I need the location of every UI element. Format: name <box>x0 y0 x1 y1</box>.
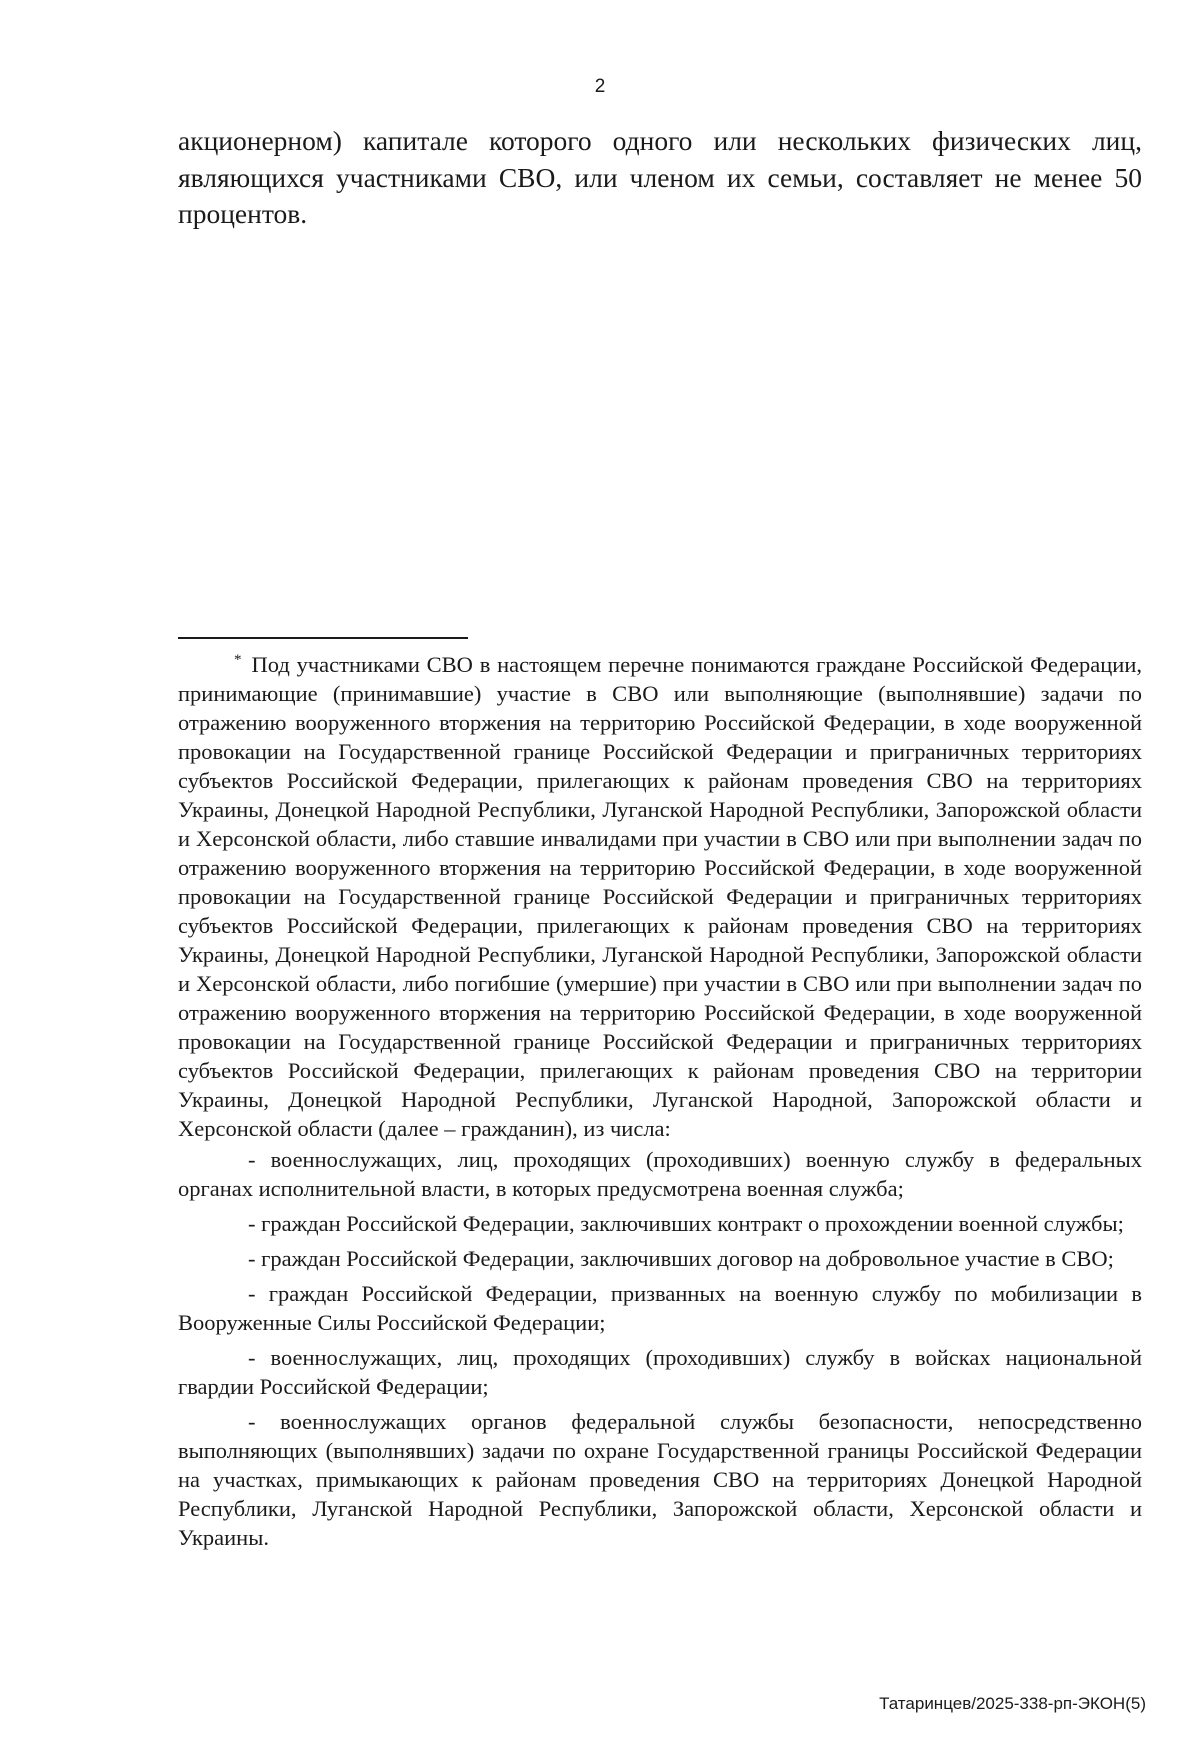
footnote-list-item: - граждан Российской Федерации, заключивших контракт о прохождении военной службы; <box>248 1211 1124 1236</box>
footnote-list-item: - граждан Российской Федерации, призванных на военную службу по мобилизации в Вооруженные Силы Российской Федерации; <box>178 1281 1142 1335</box>
footnote-list-item: - граждан Российской Федерации, заключивших договор на добровольное участие в СВО; <box>248 1246 1114 1271</box>
page-number: 2 <box>594 76 606 97</box>
footnote-list-item: - военнослужащих органов федеральной службы безопасности, непосредственно выполняющих (выполнявших) задачи по охране Государственной границы Российской Федерации на участках, примыкающих к районам проведения СВО на территориях Донецкой Народной Республики, Луганской Народной Республики, Запорожской области, Херсонской области и Украины. <box>178 1409 1142 1550</box>
document-code: Татаринцев/2025-338-рп-ЭКОН(5) <box>879 1694 1146 1713</box>
footnote-marker: * <box>234 651 242 668</box>
footnote-paragraph <box>178 650 1142 1143</box>
main-paragraph: акционерном) капитале которого одного или нескольких физических лиц, являющихся участниками СВО, или членом их семьи, составляет не менее 50 процентов. <box>178 125 1142 229</box>
footnote <box>178 650 1142 1558</box>
footnote-list-item: - военнослужащих, лиц, проходящих (проходивших) военную службу в федеральных органах исполнительной власти, в которых предусмотрена военная служба; <box>178 1147 1142 1201</box>
footnote-list-item: - военнослужащих, лиц, проходящих (проходивших) службу в войсках национальной гвардии Российской Федерации; <box>178 1345 1142 1399</box>
footnote-text: Под участниками СВО в настоящем перечне понимаются граждане Российской Федерации, принимающие (принимавшие) участие в СВО или выполняющие (выполнявшие) задачи по отражению вооруженного вторжения на территорию Российской Федерации, в ходе вооруженной провокации на Государственной границе Российской Федерации и приграничных территориях субъектов Российской Федерации, прилегающих к районам проведения СВО на территориях Украины, Донецкой Народной Республики, Луганской Народной Республики, Запорожской области и Херсонской области, либо ставшие инвалидами при участии в СВО или при выполнении задач по отражению вооруженного вторжения на территорию Российской Федерации, в ходе вооруженной провокации на Государственной границе Российской Федерации и приграничных территориях субъектов Российской Федерации, прилегающих к районам проведения СВО на территориях Украины, Донецкой Народной Республики, Луганской Народной Республики, Запорожской области и Херсонской области, либо погибшие (умершие) при участии в СВО или при выполнении задач по отражению вооруженного вторжения на территорию Российской Федерации, в ходе вооруженной провокации на Государственной границе Российской Федерации и приграничных территориях субъектов Российской Федерации, прилегающих к районам проведения СВО на территории Украины, Донецкой Народной Республики, Луганской Народной, Запорожской области и Херсонской области (далее – гражданин), из числа: <box>178 652 1142 1141</box>
footnote-divider <box>178 637 468 639</box>
